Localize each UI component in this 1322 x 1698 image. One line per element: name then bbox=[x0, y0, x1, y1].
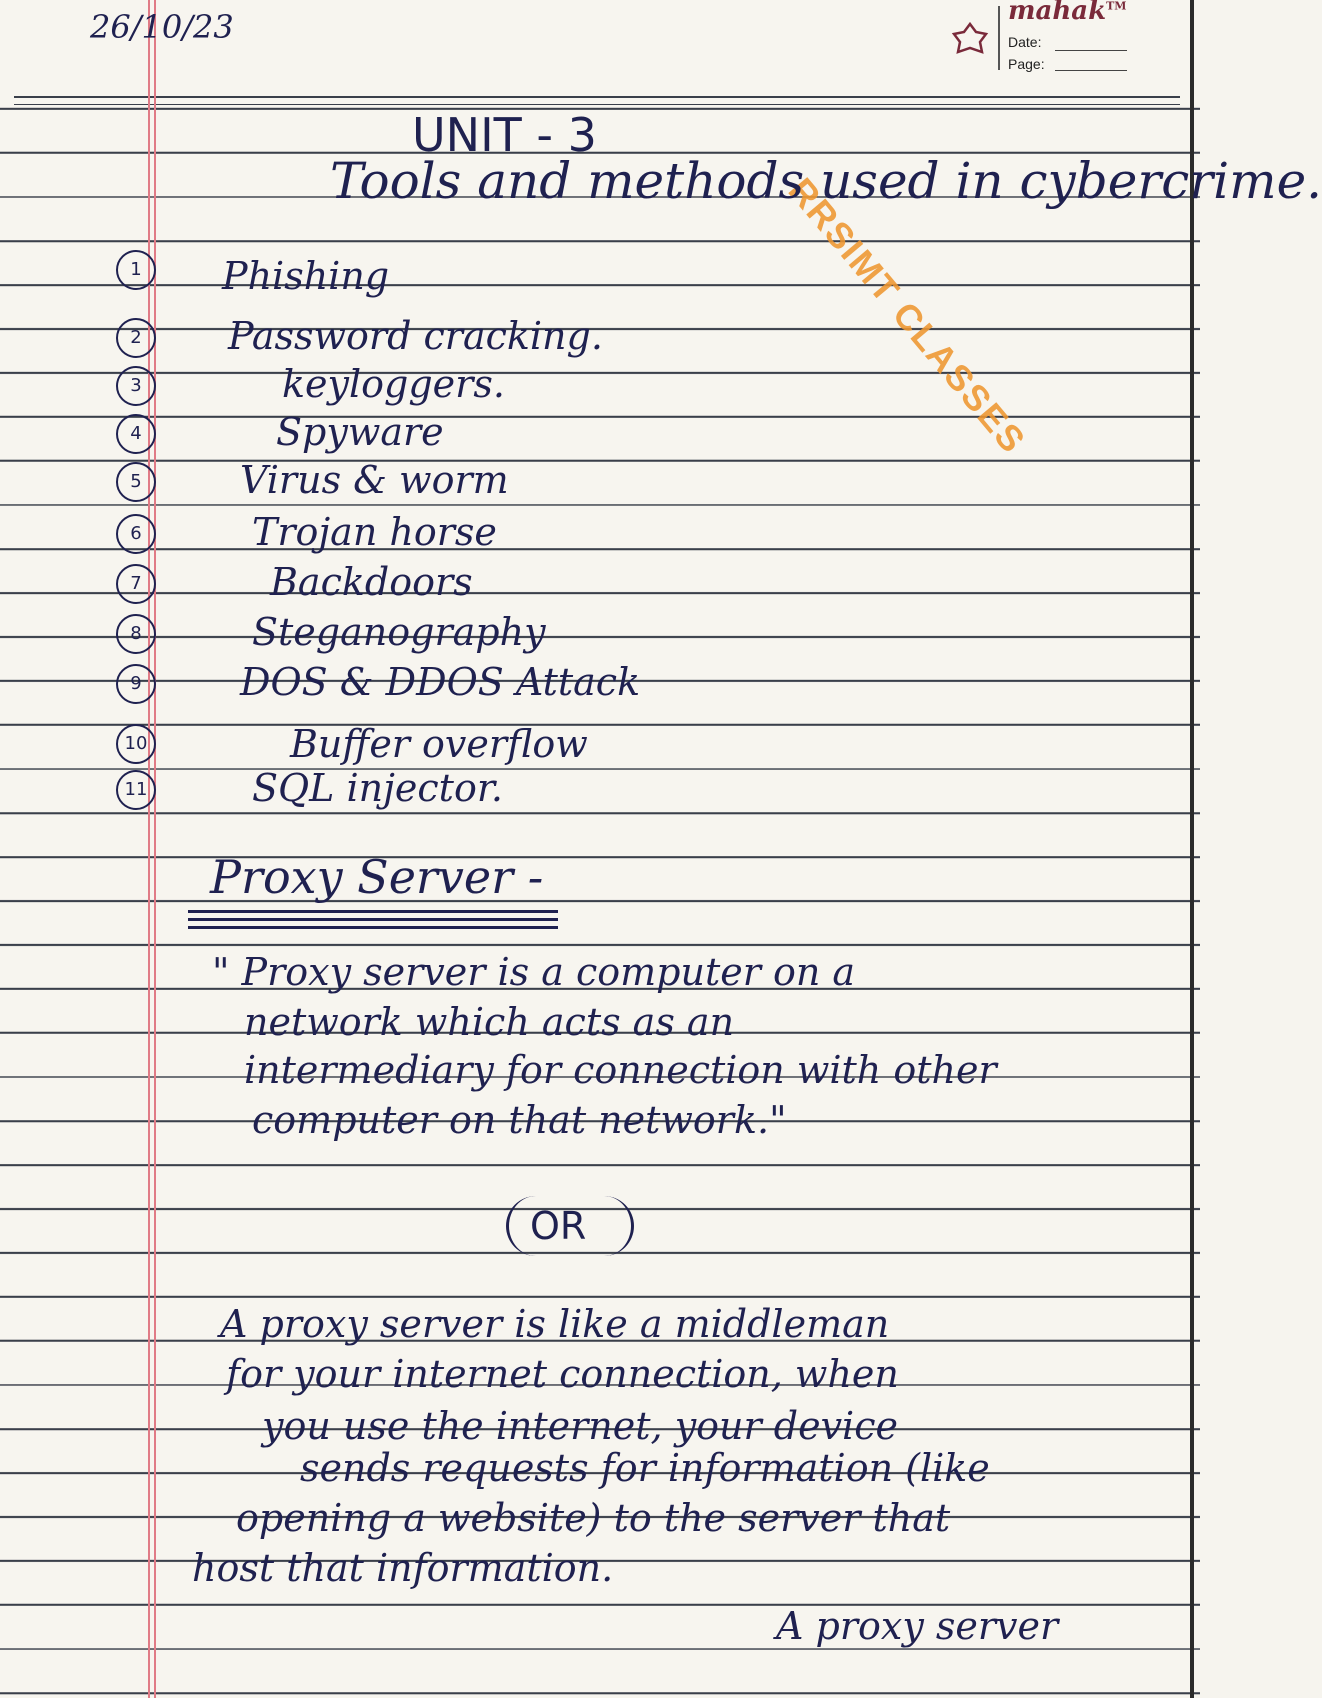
list-item: Virus & worm bbox=[240, 458, 509, 502]
unit-title: UNIT - 3 bbox=[412, 108, 597, 162]
list-number: 1 bbox=[116, 250, 156, 290]
explanation-line: sends requests for information (like bbox=[300, 1446, 990, 1490]
list-item: Spyware bbox=[276, 410, 444, 454]
list-number: 10 bbox=[116, 724, 156, 764]
list-number: 9 bbox=[116, 664, 156, 704]
explanation-line: host that information. bbox=[192, 1546, 614, 1590]
list-number: 6 bbox=[116, 514, 156, 554]
notebook-brand bbox=[950, 0, 1185, 78]
handwritten-date: 26/10/23 bbox=[90, 8, 234, 46]
definition-line: intermediary for connection with other bbox=[244, 1048, 997, 1092]
explanation-line: A proxy server bbox=[776, 1604, 1059, 1648]
list-item: Trojan horse bbox=[252, 510, 497, 554]
list-number: 8 bbox=[116, 614, 156, 654]
list-item: Steganography bbox=[252, 610, 546, 654]
heading-underline bbox=[188, 918, 558, 921]
list-item: SQL injector. bbox=[252, 766, 503, 810]
list-item: DOS & DDOS Attack bbox=[240, 660, 641, 704]
list-item: Backdoors bbox=[270, 560, 473, 604]
explanation-line: opening a website) to the server that bbox=[236, 1496, 951, 1540]
brand-name: mahak™ bbox=[1008, 0, 1127, 26]
heading-underline bbox=[188, 926, 558, 929]
heading-underline bbox=[188, 910, 558, 913]
definition-line: network which acts as an bbox=[244, 1000, 735, 1044]
definition-line: " Proxy server is a computer on a bbox=[212, 950, 856, 994]
list-number: 3 bbox=[116, 366, 156, 406]
header-rule bbox=[14, 104, 1180, 105]
list-item: Password cracking. bbox=[228, 314, 603, 358]
page-label: Page: bbox=[1008, 56, 1045, 72]
margin-line bbox=[154, 0, 156, 1698]
list-item: Buffer overflow bbox=[290, 722, 588, 766]
header-rule bbox=[14, 96, 1180, 98]
list-number: 2 bbox=[116, 318, 156, 358]
page-line bbox=[1055, 70, 1127, 71]
section-heading: Proxy Server - bbox=[210, 850, 544, 904]
list-number: 5 bbox=[116, 462, 156, 502]
list-number: 7 bbox=[116, 564, 156, 604]
topic-title: Tools and methods used in cybercrime. bbox=[330, 152, 1322, 210]
explanation-line: A proxy server is like a middleman bbox=[220, 1302, 890, 1346]
explanation-line: you use the internet, your device bbox=[262, 1404, 898, 1448]
list-number: 4 bbox=[116, 414, 156, 454]
brand-divider bbox=[998, 6, 1000, 70]
date-label: Date: bbox=[1008, 34, 1042, 50]
definition-line: computer on that network." bbox=[252, 1098, 787, 1142]
flower-logo-icon bbox=[950, 20, 990, 60]
list-number: 11 bbox=[116, 770, 156, 810]
watermark: RRSIMT CLASSES bbox=[780, 170, 1035, 462]
explanation-line: for your internet connection, when bbox=[226, 1352, 899, 1396]
or-separator: OR bbox=[530, 1204, 587, 1248]
list-item: keyloggers. bbox=[282, 362, 505, 406]
date-line bbox=[1055, 50, 1127, 51]
page-edge bbox=[1190, 0, 1194, 1698]
list-item: Phishing bbox=[222, 254, 390, 298]
